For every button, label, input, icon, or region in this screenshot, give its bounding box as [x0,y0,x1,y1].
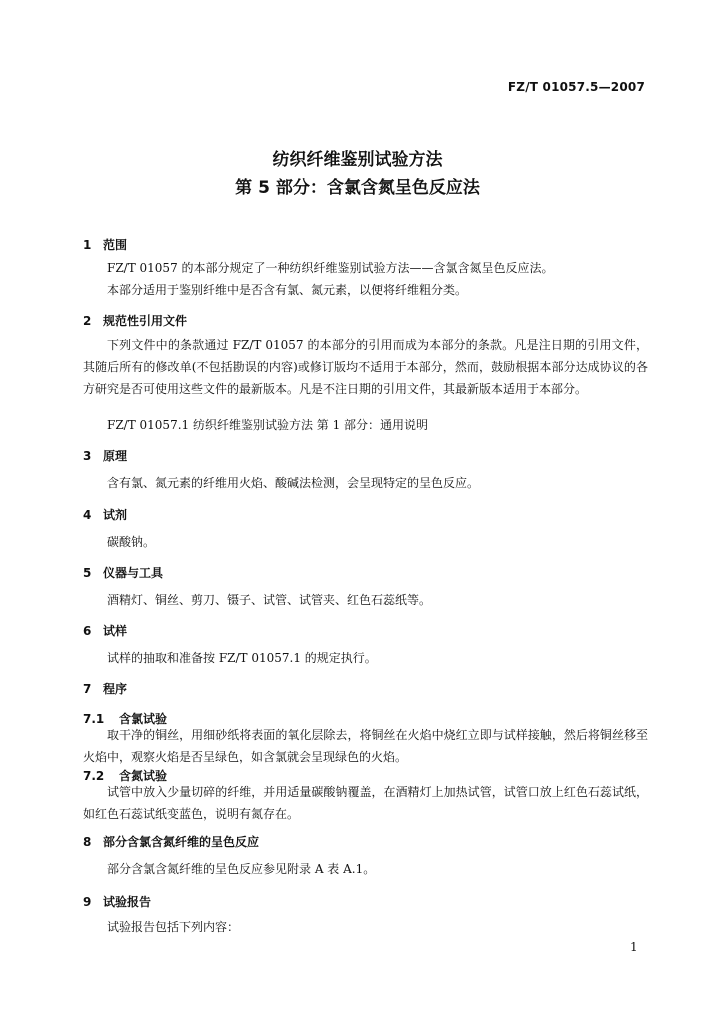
section-heading-3: 3 原理 [83,449,128,463]
section-8-paragraph-1: 部分含氯含氮纤维的呈色反应参见附录 A 表 A.1。 [107,862,376,876]
section-heading-4: 4 试剂 [83,508,128,522]
section-heading-2: 2 规范性引用文件 [83,314,188,328]
section-heading-9: 9 试验报告 [83,895,152,909]
page-number: 1 [630,940,638,954]
normative-reference: FZ/T 01057.1 纺织纤维鉴别试验方法 第 1 部分：通用说明 [107,418,429,432]
section-9-paragraph-1: 试验报告包括下列内容： [107,920,240,934]
subsection-heading-7-2: 7.2 含氮试验 [83,769,168,783]
document-title: 纺织纤维鉴别试验方法 [272,150,443,170]
section-1-paragraph-1: FZ/T 01057 的本部分规定了一种纺织纤维鉴别试验方法——含氯含氮呈色反应法。 [107,261,554,275]
section-6-paragraph-1: 试样的抽取和准备按 FZ/T 01057.1 的规定执行。 [107,651,377,665]
section-7-1-paragraph: 取干净的铜丝，用细砂纸将表面的氧化层除去，将铜丝在火焰中烧红立即与试样接触，然后将铜丝移至火焰中，观察火焰是否呈绿色，如含氯就会呈现绿色的火焰。 [83,728,648,764]
subsection-heading-7-1: 7.1 含氯试验 [83,712,168,726]
section-heading-7: 7 程序 [83,682,128,696]
document-subtitle: 第 5 部分：含氯含氮呈色反应法 [235,178,480,198]
section-heading-6: 6 试样 [83,624,128,638]
section-3-paragraph-1: 含有氯、氮元素的纤维用火焰、酸碱法检测，会呈现特定的呈色反应。 [107,476,480,490]
section-heading-8: 8 部分含氯含氮纤维的呈色反应 [83,835,260,849]
section-heading-1: 1 范围 [83,238,128,252]
section-2-paragraph-1: 下列文件中的条款通过 FZ/T 01057 的本部分的引用而成为本部分的条款。凡是注日期的引用文件，其随后所有的修改单(不包括勘误的内容)或修订版均不适用于本部分，然而，鼓励根据本部分达成协议的各方研究是否可使用这些文件的最新版本。凡是不注日期的引用文件，其最新版本适用于本部分。 [83,338,648,396]
section-4-paragraph-1: 碳酸钠。 [107,535,156,549]
section-heading-5: 5 仪器与工具 [83,566,164,580]
section-1-paragraph-2: 本部分适用于鉴别纤维中是否含有氯、氮元素，以便将纤维粗分类。 [107,283,468,297]
section-5-paragraph-1: 酒精灯、铜丝、剪刀、镊子、试管、试管夹、红色石蕊纸等。 [107,593,432,607]
section-7-2-paragraph: 试管中放入少量切碎的纤维，并用适量碳酸钠覆盖，在酒精灯上加热试管，试管口放上红色石蕊试纸，如红色石蕊试纸变蓝色，说明有氮存在。 [83,785,648,821]
standard-number: FZ/T 01057.5—2007 [507,80,645,94]
